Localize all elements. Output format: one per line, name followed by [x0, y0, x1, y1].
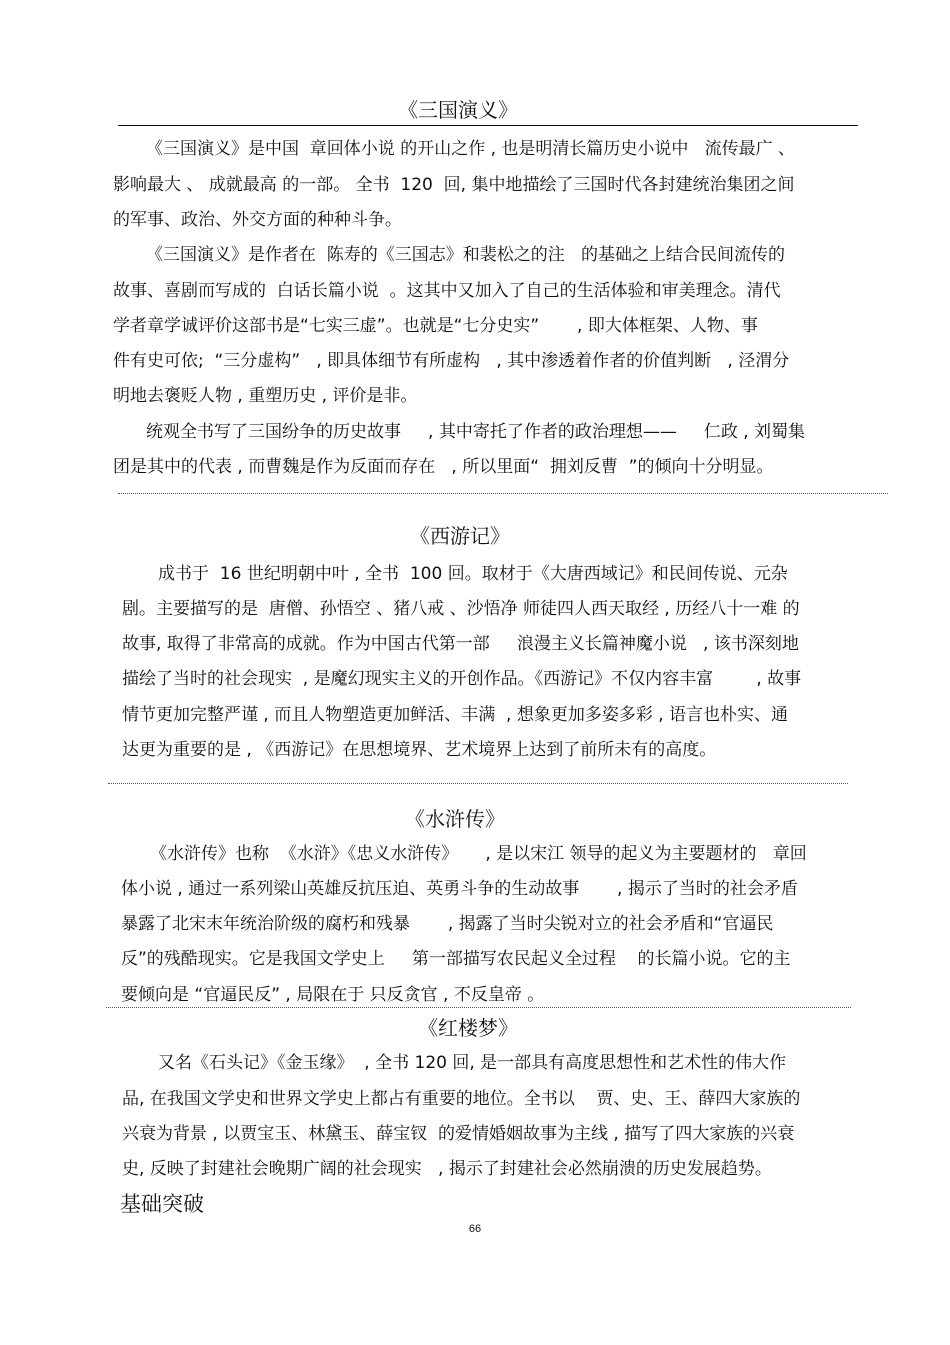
section-title-xiyou: 《西游记》 — [410, 524, 510, 548]
paragraph-line: 描绘了当时的社会现实 , 是魔幻现实主义的开创作品。《西游记》不仅内容丰富 , 故事 — [122, 669, 802, 689]
paragraph-line: 要倾向是 “官逼民反” , 局限在于 只反贪官 , 不反皇帝 。 — [121, 985, 545, 1005]
section-divider — [118, 493, 888, 494]
paragraph-line: 影响最大 、 成就最高 的一部。 全书 120 回, 集中地描绘了三国时代各封建统治集团之间 — [113, 175, 795, 195]
paragraph-line: 件有史可依; “三分虚构” , 即具体细节有所虚构 , 其中渗透着作者的价值判断 , 泾渭分 — [113, 351, 790, 371]
paragraph-line: 剧。主要描写的是 唐僧、孙悟空 、猪八戒 、沙悟净 师徒四人西天取经 , 历经八十一难 的 — [122, 599, 800, 619]
section-heading-jichu: 基础突破 — [120, 1192, 204, 1216]
paragraph-line: 《水浒传》也称 《水浒》《忠义水浒传》 , 是以宋江 领导的起义为主要题材的 章回 — [150, 844, 807, 864]
paragraph-line: 体小说 , 通过一系列梁山英雄反抗压迫、英勇斗争的生动故事 , 揭示了当时的社会矛盾 — [121, 879, 798, 899]
paragraph-line: 兴衰为背景 , 以贾宝玉、林黛玉、薛宝钗 的爱情婚姻故事为主线 , 描写了四大家族的兴衰 — [122, 1124, 795, 1144]
paragraph-line: 统观全书写了三国纷争的历史故事 , 其中寄托了作者的政治理想—— 仁政 , 刘蜀集 — [146, 422, 806, 442]
section-title-shuihu: 《水浒传》 — [405, 807, 505, 831]
paragraph-line: 团是其中的代表 , 而曹魏是作为反面而存在 , 所以里面“ 拥刘反曹 ”的倾向十分明显。 — [113, 457, 774, 477]
paragraph-line: 《三国演义》是中国 章回体小说 的开山之作 , 也是明清长篇历史小说中 流传最广 、 — [146, 139, 796, 159]
paragraph-line: 的军事、政治、外交方面的种种斗争。 — [113, 210, 402, 230]
paragraph-line: 故事, 取得了非常高的成就。作为中国古代第一部 浪漫主义长篇神魔小说 , 该书深刻地 — [122, 634, 799, 654]
paragraph-line: 故事、喜剧而写成的 白话长篇小说 。这其中又加入了自己的生活体验和审美理念。清代 — [113, 281, 781, 301]
paragraph-line: 反”的残酷现实。它是我国文学史上 第一部描写农民起义全过程 的长篇小说。它的主 — [121, 949, 791, 969]
title-underline — [118, 125, 858, 126]
paragraph-line: 史, 反映了封建社会晚期广阔的社会现实 , 揭示了封建社会必然崩溃的历史发展趋势。 — [122, 1159, 772, 1179]
page-number: 66 — [468, 1223, 482, 1235]
section-divider — [106, 1007, 851, 1008]
section-title-sanguo: 《三国演义》 — [398, 98, 518, 122]
paragraph-line: 达更为重要的是 , 《西游记》在思想境界、艺术境界上达到了前所未有的高度。 — [122, 740, 717, 760]
paragraph-line: 《三国演义》是作者在 陈寿的《三国志》和裴松之的注 的基础之上结合民间流传的 — [146, 245, 786, 265]
paragraph-line: 情节更加完整严谨 , 而且人物塑造更加鲜活、丰满 , 想象更加多姿多彩 , 语言也朴实、通 — [122, 705, 789, 725]
paragraph-line: 成书于 16 世纪明朝中叶 , 全书 100 回。取材于《大唐西域记》和民间传说、元杂 — [158, 564, 788, 584]
section-title-honglou: 《红楼梦》 — [418, 1016, 518, 1040]
section-divider — [108, 783, 848, 784]
paragraph-line: 暴露了北宋末年统治阶级的腐朽和残暴 , 揭露了当时尖锐对立的社会矛盾和“官逼民 — [121, 914, 774, 934]
paragraph-line: 学者章学诚评价这部书是“七实三虚”。也就是“七分史实” , 即大体框架、人物、事 — [113, 316, 758, 336]
paragraph-line: 又名《石头记》《金玉缘》 , 全书 120 回, 是一部具有高度思想性和艺术性的伟大作 — [158, 1053, 787, 1073]
paragraph-line: 品, 在我国文学史和世界文学史上都占有重要的地位。全书以 贾、史、王、薛四大家族的 — [122, 1089, 801, 1109]
paragraph-line: 明地去褒贬人物 , 重塑历史 , 评价是非。 — [113, 386, 418, 406]
